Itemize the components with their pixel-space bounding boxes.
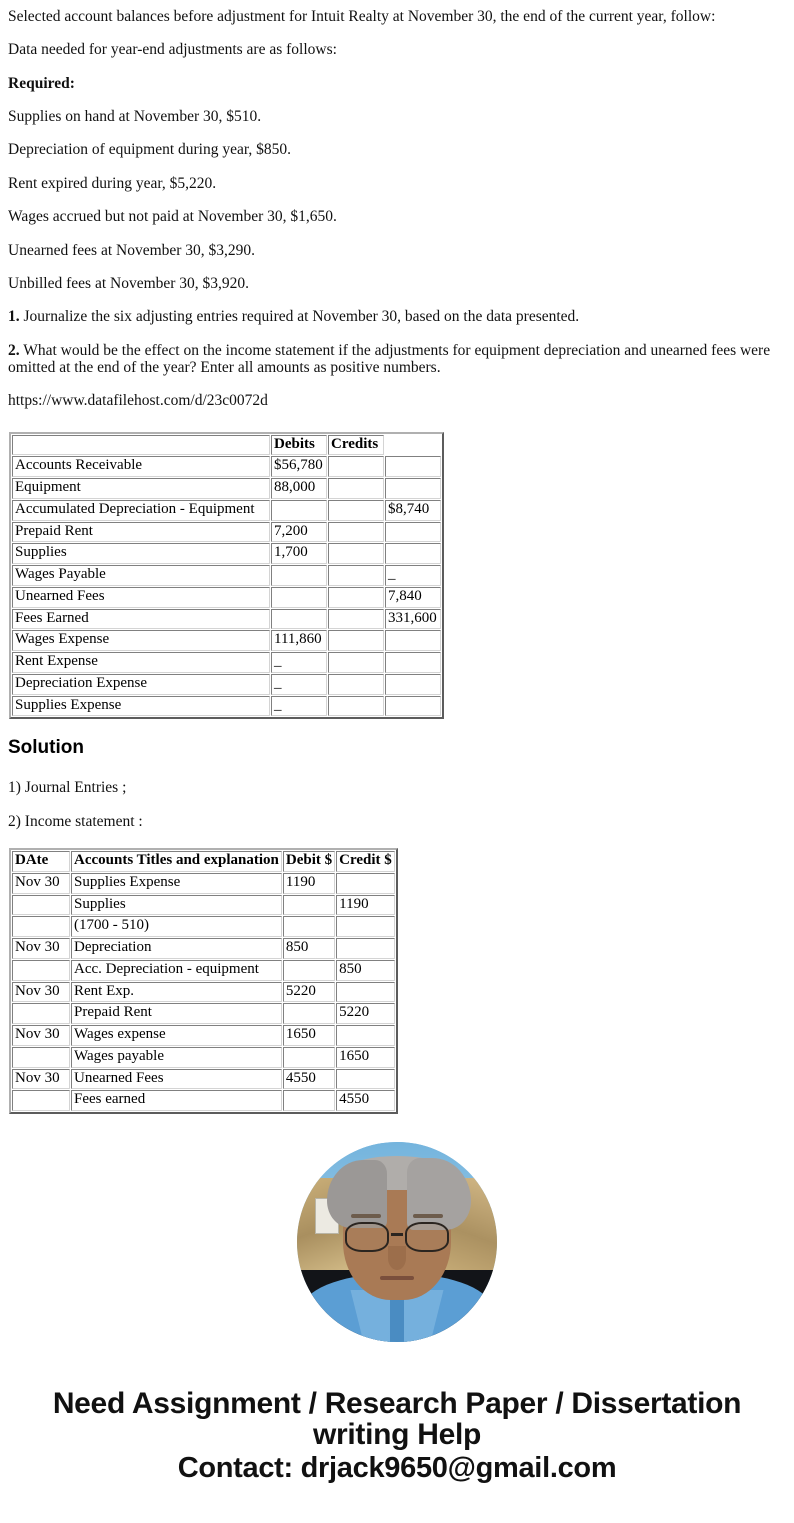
balances-cell-extra: _ [385, 565, 441, 586]
table-row [12, 895, 395, 916]
avatar [297, 1142, 497, 1342]
balances-cell-extra [385, 456, 441, 477]
journal-table-body [12, 873, 395, 1111]
balances-cell-credit [328, 456, 384, 477]
problem-statement [0, 0, 794, 418]
journal-cell-account: Supplies [71, 895, 282, 916]
balances-cell-account: Fees Earned [12, 609, 270, 630]
journal-cell-debit [283, 916, 335, 937]
paragraph-data-needed: Data needed for year-end adjustments are as follows: [8, 41, 337, 59]
table-row [12, 1069, 395, 1090]
journal-header-row [12, 851, 395, 872]
balances-cell-extra [385, 696, 441, 717]
balances-cell-credit [328, 543, 384, 564]
journal-cell-debit [283, 1090, 335, 1111]
promo-footer [0, 1347, 794, 1485]
journal-cell-date: Nov 30 [12, 873, 70, 894]
balances-cell-extra [385, 652, 441, 673]
paragraph-unbilled-fees: Unbilled fees at November 30, $3,920. [8, 274, 250, 292]
balances-cell-extra [385, 543, 441, 564]
journal-cell-credit: 1190 [336, 895, 395, 916]
balances-cell-debit [271, 500, 327, 521]
journal-cell-date [12, 895, 70, 916]
avatar-eyeglass-right [405, 1222, 449, 1252]
avatar-nose [388, 1246, 406, 1270]
balances-cell-credit [328, 609, 384, 630]
journal-cell-date: Nov 30 [12, 938, 70, 959]
balances-cell-credit [328, 652, 384, 673]
solution-item-journal-entries: 1) Journal Entries ; [8, 779, 127, 797]
balances-table-body [12, 456, 441, 716]
label-required: Required: [8, 74, 75, 92]
journal-cell-debit [283, 1047, 335, 1068]
journal-cell-date: Nov 30 [12, 982, 70, 1003]
balances-cell-extra: 331,600 [385, 609, 441, 630]
journal-cell-debit: 1650 [283, 1025, 335, 1046]
journal-cell-credit [336, 873, 395, 894]
balances-cell-extra [385, 630, 441, 651]
journal-cell-date [12, 1090, 70, 1111]
journal-cell-account: Unearned Fees [71, 1069, 282, 1090]
journal-cell-account: Depreciation [71, 938, 282, 959]
journal-cell-account: Supplies Expense [71, 873, 282, 894]
table-row [12, 609, 441, 630]
balances-cell-account: Rent Expense [12, 652, 270, 673]
journal-cell-account: Rent Exp. [71, 982, 282, 1003]
journal-cell-account: Fees earned [71, 1090, 282, 1111]
avatar-eyebrow-left [351, 1214, 381, 1218]
journal-cell-date [12, 960, 70, 981]
table-row [12, 500, 441, 521]
table-row [12, 1025, 395, 1046]
journal-header-credit: Credit $ [336, 851, 395, 872]
balances-header-row [12, 435, 441, 456]
journal-cell-debit [283, 895, 335, 916]
avatar-eyebrow-right [413, 1214, 443, 1218]
journal-cell-date: Nov 30 [12, 1069, 70, 1090]
balances-cell-extra [385, 522, 441, 543]
balances-cell-extra: $8,740 [385, 500, 441, 521]
table-row [12, 652, 441, 673]
balances-cell-debit: _ [271, 696, 327, 717]
journal-cell-debit [283, 960, 335, 981]
table-row [12, 456, 441, 477]
balances-cell-credit [328, 565, 384, 586]
solution-item-income-statement: 2) Income statement : [8, 812, 143, 830]
table-row [12, 522, 441, 543]
avatar-eyeglass-left [345, 1222, 389, 1252]
journal-cell-account: Acc. Depreciation - equipment [71, 960, 282, 981]
balances-header-credits: Credits [328, 435, 384, 456]
journal-cell-date [12, 916, 70, 937]
journal-cell-credit: 5220 [336, 1003, 395, 1024]
avatar-mouth [380, 1276, 414, 1280]
balances-table [9, 432, 444, 720]
table-row [12, 587, 441, 608]
journal-cell-credit: 1650 [336, 1047, 395, 1068]
paragraph-rent-expired: Rent expired during year, $5,220. [8, 174, 217, 192]
paragraph-wages-accrued: Wages accrued but not paid at November 30, $1,650. [8, 208, 337, 226]
table-row [12, 916, 395, 937]
balances-cell-extra: 7,840 [385, 587, 441, 608]
balances-cell-credit [328, 587, 384, 608]
table-row [12, 1090, 395, 1111]
balances-cell-debit: 88,000 [271, 478, 327, 499]
question-2-text: What would be the effect on the income statement if the adjustments for equipment depreciation and unearned fees were omitted at the end of the year? Enter all amounts as positive numbers. [8, 341, 771, 376]
balances-cell-debit [271, 609, 327, 630]
table-row [12, 938, 395, 959]
balances-cell-account: Unearned Fees [12, 587, 270, 608]
promo-contact: Contact: drjack9650@gmail.com [177, 1451, 617, 1484]
balances-cell-debit [271, 565, 327, 586]
promo-headline-line-2: writing Help [312, 1418, 482, 1452]
journal-cell-credit [336, 938, 395, 959]
balances-cell-account: Supplies Expense [12, 696, 270, 717]
balances-cell-account: Accounts Receivable [12, 456, 270, 477]
journal-cell-debit: 5220 [283, 982, 335, 1003]
journal-cell-account: Wages payable [71, 1047, 282, 1068]
journal-cell-date [12, 1047, 70, 1068]
balances-cell-credit [328, 478, 384, 499]
table-row [12, 1047, 395, 1068]
journal-cell-date: Nov 30 [12, 1025, 70, 1046]
journal-table-head [12, 851, 395, 872]
balances-cell-extra [385, 478, 441, 499]
journal-cell-account: (1700 - 510) [71, 916, 282, 937]
balances-cell-debit: 7,200 [271, 522, 327, 543]
balances-cell-debit: _ [271, 674, 327, 695]
question-1-number: 1. [8, 308, 20, 326]
journal-cell-credit [336, 1069, 395, 1090]
promo-headline [0, 1389, 794, 1451]
question-2 [8, 334, 786, 385]
balances-header-extra [385, 435, 441, 456]
balances-header-debits: Debits [271, 435, 327, 456]
balances-cell-extra [385, 674, 441, 695]
question-1 [8, 300, 786, 333]
balances-cell-debit: 111,860 [271, 630, 327, 651]
table-row [12, 873, 395, 894]
avatar-shirt-placket [390, 1294, 404, 1342]
balances-cell-account: Wages Expense [12, 630, 270, 651]
table-row [12, 630, 441, 651]
balances-header-account [12, 435, 270, 456]
journal-cell-credit: 4550 [336, 1090, 395, 1111]
solution-heading: Solution [8, 737, 84, 759]
journal-cell-date [12, 1003, 70, 1024]
table-row [12, 1003, 395, 1024]
paragraph-supplies-on-hand: Supplies on hand at November 30, $510. [8, 108, 262, 126]
paragraph-intro: Selected account balances before adjustment for Intuit Realty at November 30, the end of the current year, follow: [8, 8, 716, 25]
journal-cell-credit [336, 1025, 395, 1046]
download-link[interactable]: https://www.datafilehost.com/d/23c0072d [8, 392, 268, 410]
balances-cell-debit: $56,780 [271, 456, 327, 477]
balances-cell-credit [328, 500, 384, 521]
balances-cell-credit [328, 696, 384, 717]
table-row [12, 565, 441, 586]
balances-cell-debit: 1,700 [271, 543, 327, 564]
spacer [0, 418, 794, 432]
journal-cell-credit [336, 916, 395, 937]
journal-header-account: Accounts Titles and explanation [71, 851, 282, 872]
journal-cell-debit [283, 1003, 335, 1024]
balances-cell-account: Prepaid Rent [12, 522, 270, 543]
balances-cell-account: Accumulated Depreciation - Equipment [12, 500, 270, 521]
balances-cell-credit [328, 522, 384, 543]
promo-headline-line-1: Need Assignment / Research Paper / Dissertation [52, 1387, 742, 1421]
solution-section [0, 719, 794, 838]
table-row [12, 960, 395, 981]
journal-cell-debit: 1190 [283, 873, 335, 894]
balances-cell-account: Wages Payable [12, 565, 270, 586]
balances-cell-credit [328, 674, 384, 695]
balances-cell-account: Depreciation Expense [12, 674, 270, 695]
journal-table-clip [0, 848, 794, 1120]
journal-cell-credit: 850 [336, 960, 395, 981]
balances-cell-credit [328, 630, 384, 651]
balances-cell-debit [271, 587, 327, 608]
balances-cell-account: Supplies [12, 543, 270, 564]
balances-cell-debit: _ [271, 652, 327, 673]
journal-table [9, 848, 398, 1114]
question-1-text: Journalize the six adjusting entries required at November 30, based on the data presented. [19, 308, 580, 326]
table-row [12, 982, 395, 1003]
journal-cell-credit [336, 982, 395, 1003]
journal-header-debit: Debit $ [283, 851, 335, 872]
journal-header-date: DAte [12, 851, 70, 872]
avatar-container [0, 1120, 794, 1347]
journal-cell-debit: 850 [283, 938, 335, 959]
journal-cell-debit: 4550 [283, 1069, 335, 1090]
question-2-number: 2. [8, 341, 20, 359]
balances-table-head [12, 435, 441, 456]
paragraph-unearned-fees: Unearned fees at November 30, $3,290. [8, 241, 256, 259]
table-row [12, 674, 441, 695]
balances-cell-account: Equipment [12, 478, 270, 499]
table-row [12, 696, 441, 717]
journal-cell-account: Prepaid Rent [71, 1003, 282, 1024]
table-row [12, 543, 441, 564]
table-row [12, 478, 441, 499]
paragraph-depreciation: Depreciation of equipment during year, $850. [8, 141, 292, 159]
avatar-eyeglass-bridge [391, 1233, 403, 1236]
journal-cell-account: Wages expense [71, 1025, 282, 1046]
